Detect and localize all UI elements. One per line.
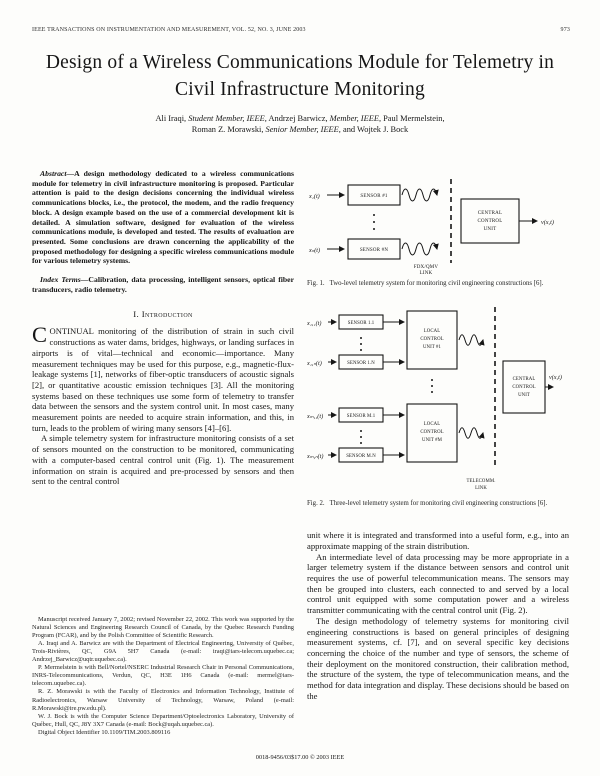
fig1-diagram bbox=[307, 171, 569, 275]
fig1-link-label-2: LINK bbox=[419, 271, 433, 275]
intro-paragraph-1-text: ONTINUAL monitoring of the distribution of strain in such civil constructions as water dams, bridges, highways, or landing surfaces in airports is of vital—technical and economic—importance. Many measurement techniques may be used for this purpose, e.g., magnetic-flux-leakage systems [1], networks of fiber-optic transducers of acoustic signals [2], or quantitative acoustic emission techniques [3]. All the monitoring systems based on these techniques use some form of telemetry to transfer data between the sensors and the system control unit. In most cases, many measurement points are needed to acquire strain information, and this, in turn, leads to the problem of wiring many sensors [4]–[6]. bbox=[32, 326, 294, 433]
paper-title: Design of a Wireless Communications Module for Telemetry in Civil Infrastructure Monitoring bbox=[45, 52, 555, 100]
fig2-ellipsis-dot bbox=[360, 442, 362, 444]
fig2-sensor-label: SENSOR 1.1 bbox=[347, 320, 375, 326]
author-name: , and Wojtek J. Bock bbox=[338, 125, 409, 134]
author-membership: Student Member, IEEE bbox=[188, 114, 265, 123]
footnote-doi: Digital Object Identifier 10.1109/TIM.2003.809116 bbox=[38, 728, 171, 736]
fig2-lcu1-label: UNIT #1 bbox=[422, 344, 442, 350]
footnote-affiliation-1: A. Iraqi and A. Barwicz are with the Department of Electrical Engineering, University of Québec, Trois-Rivières, QC, G9A 5H7 Canada (e-mail: iraqi@iars-telecom.uquebec.ca; Andrzej_Barwicz@uqtr.uquebec.ca). bbox=[32, 639, 294, 664]
fig2-ellipsis-dot bbox=[360, 343, 362, 345]
left-column bbox=[32, 169, 294, 737]
fig2-input-label: xₘ,ₙ(t) bbox=[307, 452, 324, 460]
right-paragraph-3: The design methodology of telemetry systems for monitoring civil engineering constructions is based on general principles of designing measurement systems, cf. [7], and on several specific key decisions concerning the choice of the number and type of sensors, the scheme of their deployment on the monitored construction, their calibration method, the structure of the system, the type of telecommunication means, and the method for data integration and display. These decisions should be based on the bbox=[307, 615, 569, 701]
fig1-caption bbox=[307, 280, 569, 289]
fig2-ellipsis-dot bbox=[431, 379, 433, 381]
fig2-radio-wave-top bbox=[459, 334, 483, 345]
abstract-label: Abstract— bbox=[40, 169, 75, 178]
fig2-input-label: x₁,₁(t) bbox=[307, 319, 322, 327]
abstract bbox=[32, 169, 294, 266]
section-heading-introduction: I. Introduction bbox=[133, 309, 193, 320]
fig2-central-label: CONTROL bbox=[512, 384, 536, 390]
index-terms bbox=[32, 275, 294, 294]
copyright-line: 0018-9456/03$17.00 © 2003 IEEE bbox=[255, 754, 345, 761]
page-number: 973 bbox=[560, 27, 570, 33]
fig2-caption-label: Fig. 2. bbox=[307, 499, 325, 507]
fig1-central-label: CONTROL bbox=[477, 219, 503, 224]
fig2-lcum-label: LOCAL bbox=[423, 421, 441, 427]
fig2-diagram bbox=[307, 303, 569, 495]
fig1-ellipsis-dot bbox=[373, 221, 375, 223]
footnote-block bbox=[32, 616, 294, 737]
journal-title: IEEE TRANSACTIONS ON INSTRUMENTATION AND MEASUREMENT, VOL. 52, NO. 3, JUNE 2003 bbox=[32, 27, 306, 33]
footnote-affiliation-3: R. Z. Morawski is with the Faculty of Electronics and Information Technology, Institute of Radioelectronics, Warsaw University of Technology, Warsaw, Poland (e-mail: R.Morawski@ire.pw.edu.pl). bbox=[32, 688, 294, 712]
running-header bbox=[32, 27, 570, 33]
author-name: Roman Z. Morawski, bbox=[191, 125, 266, 134]
fig1-radio-wave-top bbox=[402, 189, 437, 201]
fig1-ellipsis-dot bbox=[373, 214, 375, 216]
fig2-lcum-label: CONTROL bbox=[420, 429, 444, 435]
fig2-caption-text: Three-level telemetry system for monitoring civil engineering constructions [6]. bbox=[329, 499, 548, 507]
author-membership: Senior Member, IEEE bbox=[265, 125, 339, 134]
footnote-affiliation-2: P. Mermelstein is with Bell/Nortel/NSERC Industrial Research Chair in Personal Communications, INRS-Telecommunications, Verdun, QC, H3E 1H6 Canada (e-mail: mermel@iars-telecom.uquebec.ca). bbox=[32, 664, 294, 688]
fig2-caption bbox=[307, 500, 569, 509]
fig2-ellipsis-dot bbox=[360, 430, 362, 432]
fig2-input-label: xₘ,₁(t) bbox=[307, 412, 324, 420]
author-line bbox=[38, 113, 562, 135]
footnote-funding: Manuscript received January 7, 2002; revised November 22, 2002. This work was supported by the Natural Sciences and Engineering Research Council of Canada, by the Quebec Research Funding Program (FCAR), and by the Polish Committee of Scientific Research. bbox=[32, 615, 294, 639]
fig1-caption-label: Fig. 1. bbox=[307, 280, 325, 287]
right-paragraph-1: unit where it is integrated and transformed into a useful form, e.g., into an approximate mapping of the strain distribution. bbox=[307, 530, 569, 551]
intro-paragraph-2: A simple telemetry system for infrastructure monitoring consists of a set of sensors mounted on the construction to be monitored, communicating with a computer-based central control unit (Fig. 1). The measurement information on strain is acquired and pre-processed by sensors and then sent to the central control bbox=[32, 433, 294, 487]
abstract-text: A design methodology dedicated to a wireless communications module for telemetry in civil infrastructure monitoring is proposed. Particular attention is paid to the design decisions concerning the individual wireless communications blocks, i.e., the protocol, the modem, and the radio frequency block. A design example based on the use of a commercial development kit is detailed. A simulation software, designed for evaluation of the wireless communications module, is developed and tested. The results of evaluation are presented. Some conclusions are drawn concerning the applicability of the proposed methodology for designing a specific wireless communications module for various telemetry systems. bbox=[32, 169, 294, 266]
title-block bbox=[38, 49, 562, 135]
intro-paragraph-1 bbox=[32, 322, 294, 433]
fig1-radio-wave-bottom bbox=[402, 243, 437, 255]
fig2-sensor-label: SENSOR 1.N bbox=[347, 360, 375, 366]
fig2-lcu1-label: CONTROL bbox=[420, 336, 444, 342]
fig2-central-label: CENTRAL bbox=[512, 376, 536, 382]
fig2-central-label: UNIT bbox=[518, 392, 530, 398]
figure-1 bbox=[307, 171, 569, 275]
author-name: , Andrzej Barwicz, bbox=[264, 114, 330, 123]
fig2-radio-wave-bottom bbox=[459, 427, 483, 438]
fig1-caption-text: Two-level telemetry system for monitoring civil engineering constructions [6]. bbox=[329, 280, 544, 287]
fig2-output-label: v(x,t) bbox=[549, 373, 562, 381]
author-name: , Paul Mermelstein, bbox=[378, 114, 445, 123]
two-column-layout bbox=[32, 169, 569, 737]
fig1-link-label-1: FDX/QMV bbox=[413, 265, 439, 270]
figure-2 bbox=[307, 303, 569, 495]
fig2-sensor-label: SENSOR M.1 bbox=[346, 413, 376, 419]
fig1-central-label: UNIT bbox=[483, 227, 497, 232]
fig2-lcu1-label: LOCAL bbox=[423, 328, 441, 334]
fig1-input-bottom-label: xₙ(t) bbox=[309, 247, 321, 254]
fig1-output-label: v(x,t) bbox=[541, 219, 554, 226]
index-terms-text: Calibration, data processing, intelligent sensors, optical fiber transducers, radio telemetry. bbox=[32, 275, 294, 294]
fig1-ellipsis-dot bbox=[373, 228, 375, 230]
fig2-ellipsis-dot bbox=[431, 391, 433, 393]
fig2-input-label: x₁,ₙ(t) bbox=[307, 359, 322, 367]
fig2-link-label-2: LINK bbox=[475, 485, 487, 491]
fig2-ellipsis-dot bbox=[431, 385, 433, 387]
fig1-sensor-bottom-label: SENSOR #N bbox=[359, 248, 389, 253]
index-terms-label: Index Terms— bbox=[40, 275, 89, 285]
drop-cap: C bbox=[32, 322, 48, 348]
right-paragraph-2: An intermediate level of data processing may be more appropriate in a larger telemetry system if the distance between sensors and control unit requires the use of powerful telecommunication means. The sensors may then be grouped into clusters, each connected to and served by a local control unit equipped with some computation power and a wireless transmitter communicating with the central control unit (Fig. 2). bbox=[307, 551, 569, 616]
footnote-affiliation-4: W. J. Bock is with the Computer Science Department/Optoelectronics Laboratory, University of Québec, Hull, QC, J8Y 3X7 Canada (e-mail: Bock@uqah.uquebec.ca). bbox=[32, 712, 294, 728]
right-column bbox=[307, 169, 569, 737]
fig2-ellipsis-dot bbox=[360, 436, 362, 438]
fig2-link-label-1: TELECOMM. bbox=[466, 478, 496, 484]
fig2-lcum-label: UNIT #M bbox=[422, 437, 442, 443]
fig1-central-label: CENTRAL bbox=[477, 211, 503, 216]
fig2-ellipsis-dot bbox=[360, 349, 362, 351]
fig2-sensor-label: SENSOR M.N bbox=[346, 453, 376, 459]
author-name: Ali Iraqi, bbox=[155, 114, 189, 123]
fig2-ellipsis-dot bbox=[360, 337, 362, 339]
author-membership: Member, IEEE bbox=[329, 114, 379, 123]
fig1-sensor-top-label: SENSOR #1 bbox=[360, 194, 388, 199]
fig1-input-top-label: x₁(t) bbox=[309, 193, 320, 200]
